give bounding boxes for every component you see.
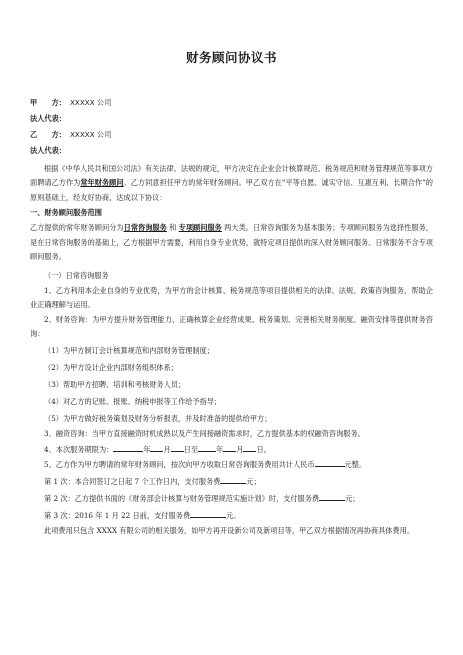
fee-blank [220,476,246,484]
item-5 [30,458,433,473]
party-a-line [30,95,433,111]
month-blank-1 [150,444,163,452]
month-label: 月 [163,445,171,454]
subsection-daily: （一）日常咨询服务 [44,270,109,280]
payment-text: 第 2 次：乙方提供书面的《财务部会计核算与财务管理规范实施计划》时，支付服务费 [44,493,320,503]
party-a-representative: 法人代表： [30,113,66,123]
party-b-representative: 法人代表： [30,145,66,155]
list-item: （3）帮助甲方招聘、培训和考核财务人员； [44,379,186,389]
fee-blank [319,493,345,501]
payment-unit: 元。 [226,510,241,520]
party-a-value: XXXXX 公司 [70,97,112,107]
item-5-text-1: 5、乙方作为甲方聘请的常年财务顾问，按次向甲方收取日常咨询服务费用共计人民币 [44,460,315,469]
payment-unit: 元； [246,476,261,486]
payment-3 [30,507,433,524]
fee-blank [190,510,226,518]
list-item: （5）为甲方做好税务策划及财务分析报表，并及时准备的提供给甲方； [44,413,272,423]
scope-text-2: 两大类。日常咨询服务为基本服务；专项顾问服务为选择性服务，是在日常咨询服务的基础上，乙方根据甲方需要，利用自身专业优势，就特定项目提供的深入财务顾问服务。日常服务不含专项顾问服务。 [30,223,433,261]
party-a-label: 甲 方： [30,97,66,107]
scope-daily-service: 日常咨询服务 [123,223,167,232]
party-b-label: 乙 方： [30,129,66,139]
scope-text-1: 乙方提供的常年财务顾问分为 [30,223,124,232]
intro-role: 常年财务顾问 [80,178,124,187]
fee-total-blank [315,459,345,467]
section-1-heading: 一、财务顾问服务范围 [30,208,102,217]
year-blank-2 [198,444,216,452]
month-blank-2 [223,444,236,452]
year-label: 年 [216,445,224,454]
document-title: 财务顾问协议书 [185,50,277,65]
item-1: 1、乙方利用本企业自身的专业优势，为甲方的会计核算、税务规范等项目提供相关的法律、法规、政策咨询服务，帮助企业正确理解与运用。 [30,285,433,309]
intro-text-2: 。乙方同意担任甲方的常年财务顾问。甲乙双方在“平等自愿、诚实守信、互惠互利、长期合作”的原则基础上，经友好协商，达成以下协议： [30,178,433,202]
party-b-line [30,127,433,143]
payment-2 [30,490,433,507]
item-2: 2、财务咨询：为甲方提升财务管理能力、正确核算企业经营成果、税务策划、完善相关财务制度、融资安排等提供财务咨询： [30,314,433,338]
closing-paragraph: 此项费用只包含 XXXX 有限公司的相关服务，如甲方再开设新公司及新项目等，甲乙双方根据情况再协商具体费用。 [44,525,415,535]
day-label: 日。 [256,445,271,454]
payment-text: 第 3 次：2016 年 1 月 22 日前，支付服务费 [44,510,191,520]
scope-special-service: 专项顾问服务 [178,223,222,232]
payment-unit: 元； [345,493,360,503]
party-b-value: XXXXX 公司 [70,129,112,139]
year-label: 年 [143,445,151,454]
item-4 [30,441,433,458]
payment-text: 第 1 次：本合同签订之日起 7 个工作日内，支付服务费 [44,476,221,486]
item-3: 3、融资咨询：当甲方直接融资时机成熟以及产生间接融资需求时，乙方提供基本的权融资咨询服务。 [44,428,365,438]
scope-and: 和 [166,223,179,232]
list-item: （1）为甲方制订会计核算规范和内部财务管理制度； [44,345,214,355]
day-label: 日至 [183,445,199,454]
scope-paragraph [30,221,433,265]
intro-text-1: 根据《中华人民共和国公司法》有关法律、法规的规定，甲方决定在企业会计核算规范、税务规范和财务管理规范等事项方面聘请乙方作为 [30,163,433,187]
day-blank-2 [243,444,256,452]
item-4-prefix: 4、本次服务期限为： [44,445,114,454]
intro-paragraph [30,162,433,206]
day-blank-1 [171,444,184,452]
payment-1 [30,473,433,490]
year-blank-1 [113,444,143,452]
list-item: （2）为甲方设计企业内部财务组织体系； [44,362,178,372]
month-label: 月 [236,445,244,454]
list-item: （4）对乙方的记账、报账、纳税申报等工作给予指导； [44,396,222,406]
item-5-text-2: 元整。 [344,460,367,469]
